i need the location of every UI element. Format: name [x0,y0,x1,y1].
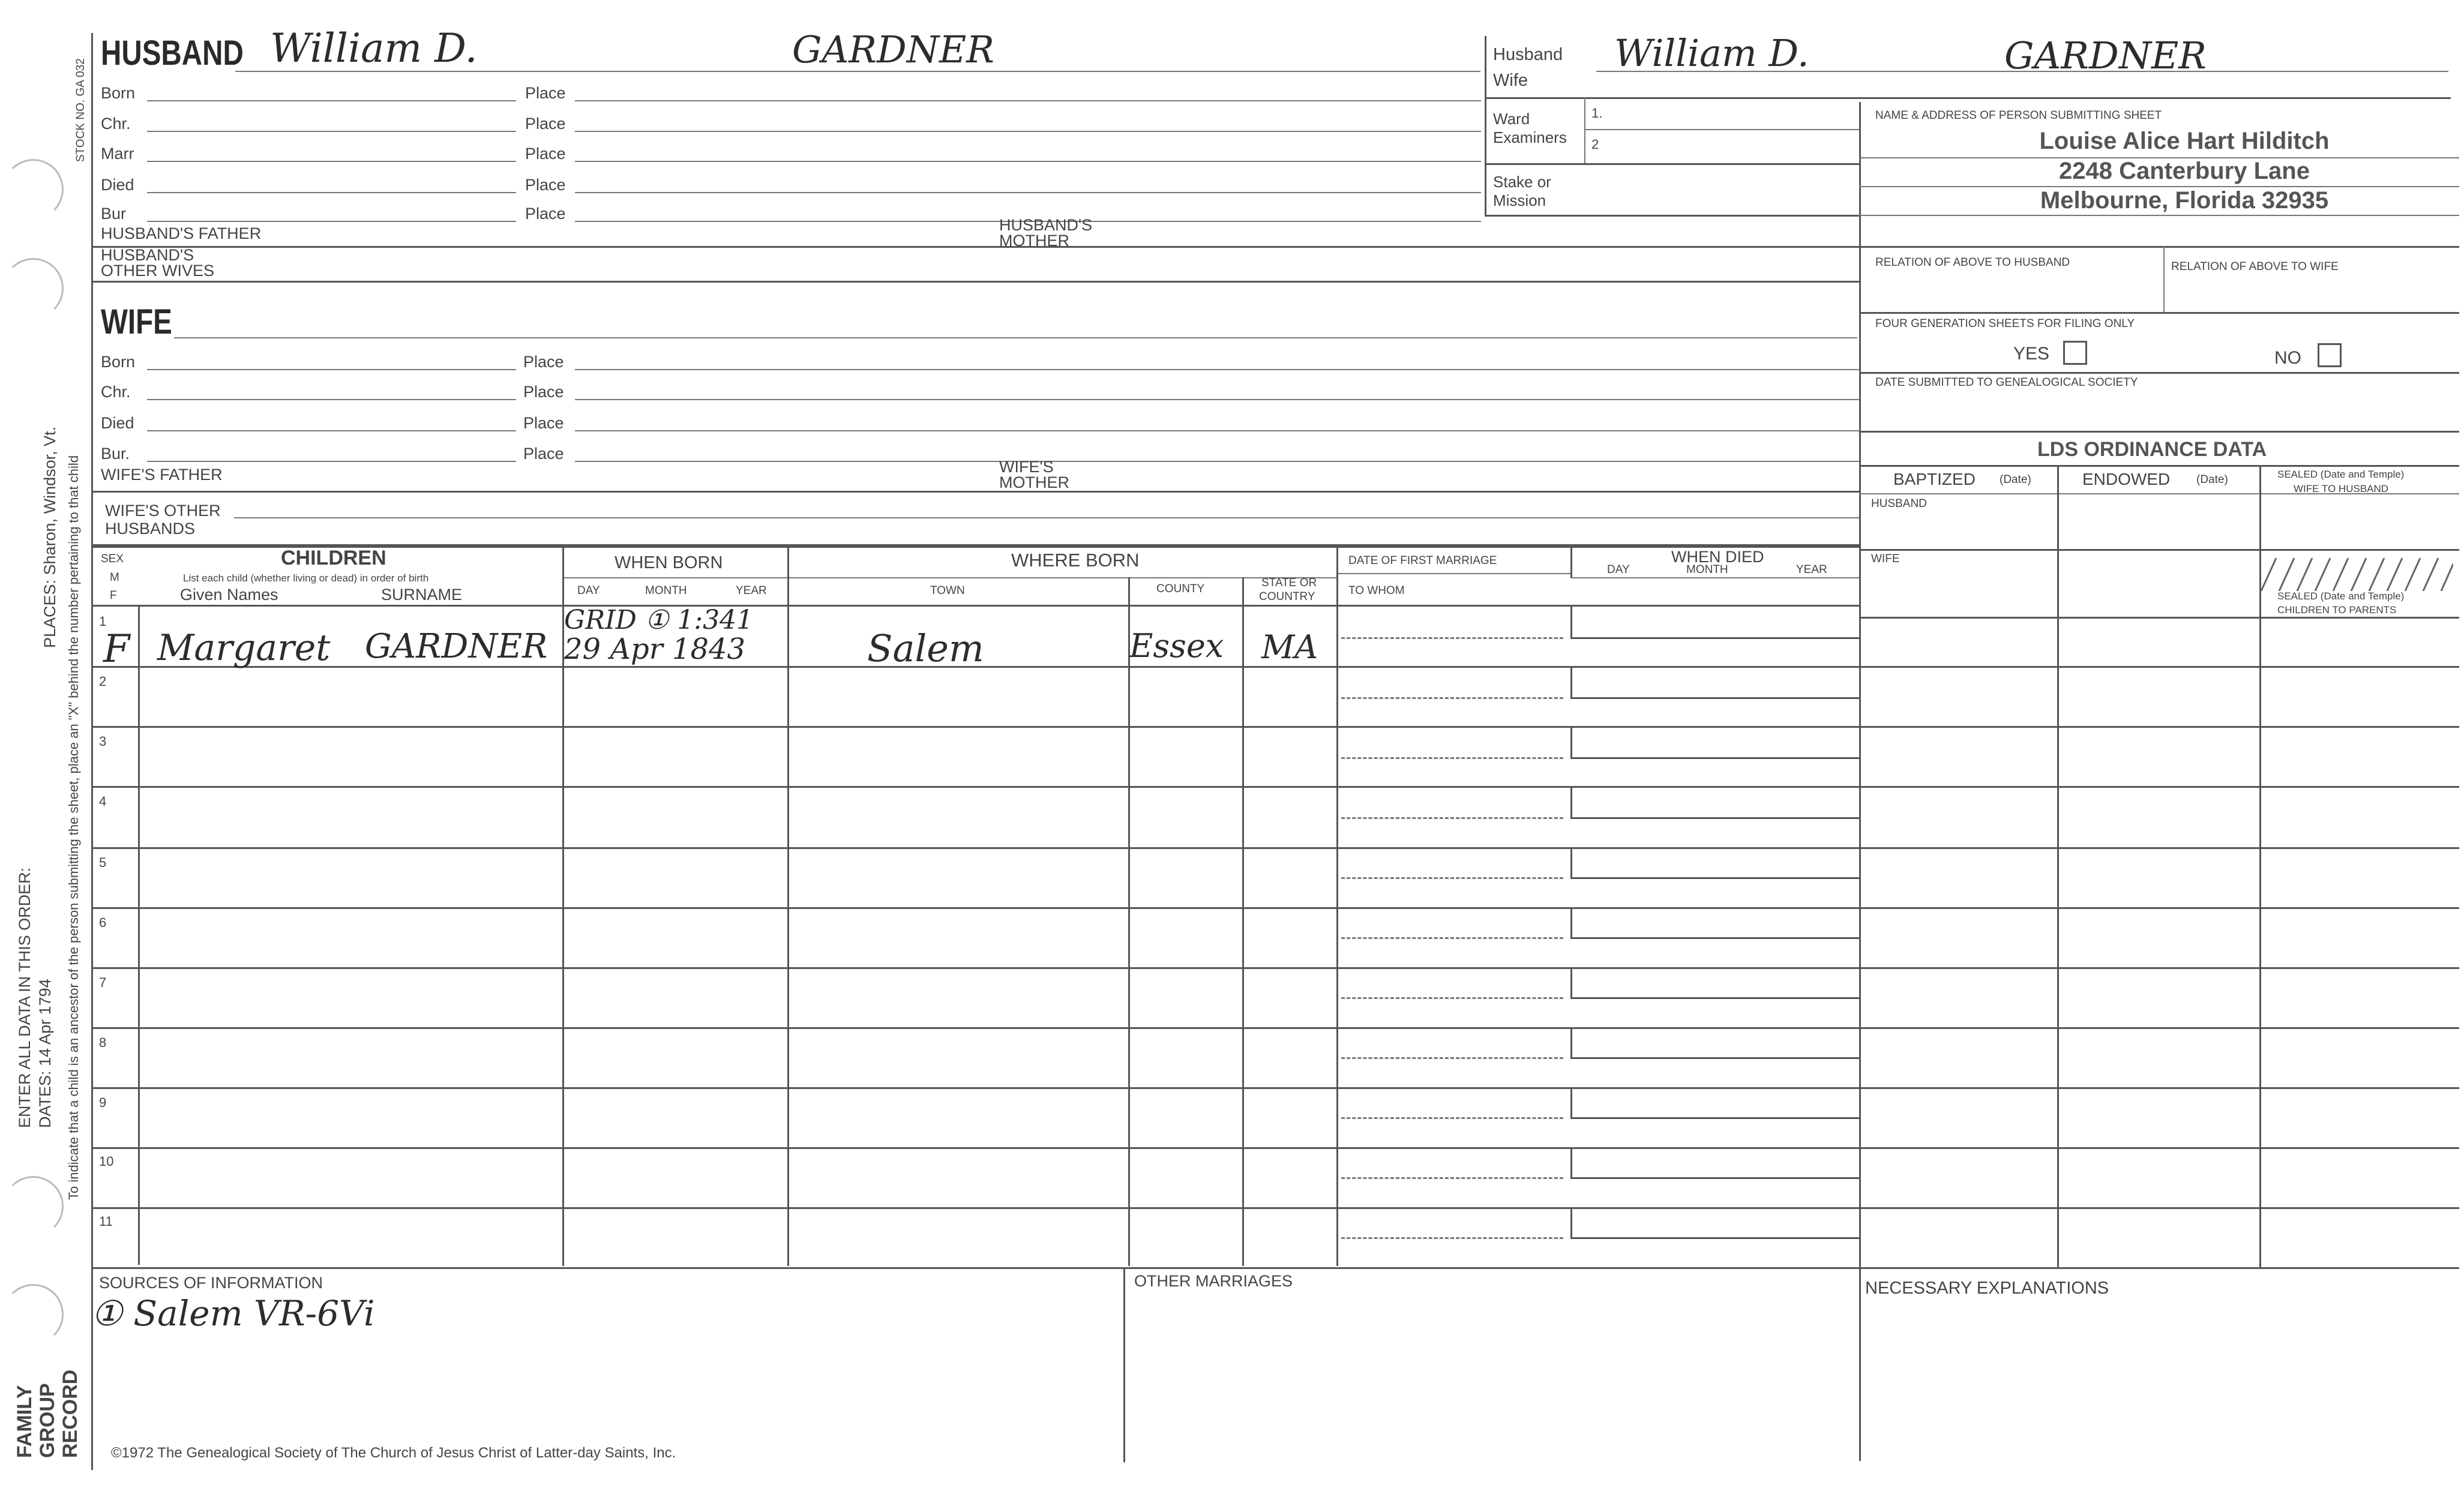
wife-bur-date-line [147,461,516,462]
wife-died-date-line [147,430,516,431]
stock-number: STOCK NO. GA 032 [74,58,87,162]
county-label: COUNTY [1156,583,1205,595]
ward-divider [1584,97,1585,163]
lds-hatch [2261,558,2453,591]
husband-mother-label-l2: MOTHER [999,232,1069,250]
relation-wife-label: RELATION OF ABOVE TO WIFE [2171,260,2339,273]
died-bracket [1570,1147,1572,1177]
born-day-label: DAY [577,584,600,597]
sex-label: SEX [101,553,124,565]
stake-label-l2: Mission [1493,191,1546,209]
child1-given: Margaret [157,627,331,669]
row-number: 2 [99,674,107,689]
stake-bottom [1485,215,1859,217]
row-line-5 [91,907,2459,909]
husband-died-date-line [147,192,516,193]
wife-name-line [174,337,1857,338]
died-bracket [1570,1027,1572,1057]
wife-mother-label-l1: WIFE'S [999,458,1054,476]
husband-died-place-label: Place [525,176,566,194]
children-header-bottom [91,605,1859,607]
wife-chr-place-line [575,399,1859,400]
marriage-dash [1341,817,1563,819]
wife-born-place-label: Place [523,353,564,371]
husband-marr-label: Marr [101,145,134,163]
four-gen-yes-checkbox[interactable] [2063,341,2087,365]
died-year-label: YEAR [1796,563,1827,576]
examiner-1: 1. [1591,106,1603,121]
lds-wife-label: WIFE [1871,553,1900,565]
submitter-bottom [1859,246,2459,248]
died-bracket-line [1570,757,1859,759]
relation-bottom [1859,312,2459,314]
lds-title: LDS ORDINANCE DATA [2037,438,2267,461]
died-bracket-line [1570,937,1859,939]
lds-wife-row-bottom [1859,617,2459,619]
places-example: PLACES: Sharon, Windsor, Vt. [41,426,59,648]
four-gen-no-label: NO [2274,348,2301,368]
date-submitted-bottom [1859,431,2459,433]
wife-died-label: Died [101,414,134,432]
sex-m-label: M [110,571,119,584]
row-line-10 [91,1207,2459,1209]
row-number: 7 [99,975,107,990]
husband-father-line [91,246,1859,248]
row-number: 10 [99,1154,114,1169]
wife-died-place-label: Place [523,414,564,432]
row-number: 9 [99,1095,107,1110]
child1-state: MA [1261,628,1318,666]
necessary-explanations-label: NECESSARY EXPLANATIONS [1865,1279,2109,1298]
ward-label-l2: Examiners [1493,128,1567,146]
died-bracket [1570,1207,1572,1237]
child1-county: Essex [1129,627,1224,665]
wife-husbands-line [234,517,1859,518]
row-number: 1 [99,614,107,629]
copyright-footer: ©1972 The Genealogical Society of The Church of Jesus Christ of Latter-day Saints, Inc. [111,1445,676,1461]
row-line-2 [91,726,2459,728]
col-state [1336,546,1338,1266]
died-bracket [1570,847,1572,877]
marriage-dash [1341,1177,1563,1179]
died-bracket [1570,907,1572,937]
died-bracket-line [1570,817,1859,819]
row-line-1 [91,666,2459,668]
wife-husbands-label-l1: WIFE'S OTHER [105,502,221,520]
when-died-heading: WHEN DIED [1671,548,1764,566]
col-when-born [787,546,789,1266]
row-line-8 [91,1087,2459,1089]
when-died-sub-line [1570,577,1859,578]
wife-mother-label-l2: MOTHER [999,473,1069,491]
died-bracket-line [1570,1117,1859,1119]
wife-chr-date-line [147,399,516,400]
wife-chr-label: Chr. [101,383,131,401]
husband-bur-place-label: Place [525,205,566,223]
where-born-heading: WHERE BORN [1011,550,1140,571]
lds-endowed-date: (Date) [2196,473,2228,486]
col-county [1242,577,1244,1266]
row-number: 4 [99,794,107,809]
tr-husband-surname: GARDNER [2004,34,2207,77]
surname-label: SURNAME [381,586,463,604]
marriage-dash [1341,937,1563,939]
died-bracket-line [1570,1177,1859,1179]
main-right-border [1859,102,1861,1461]
husband-born-place-label: Place [525,84,566,102]
family-group-record-label: FAMILY GROUP RECORD [13,1369,82,1458]
row-line-9 [91,1147,2459,1149]
col-when-died [1570,546,1572,577]
binder-hole-1 [3,159,64,220]
husband-mother-label-l1: HUSBAND'S [999,216,1093,234]
submitter-city: Melbourne, Florida 32935 [2040,187,2329,214]
submitter-line-3 [1859,215,2459,216]
row-line-4 [91,847,2459,849]
when-born-heading: WHEN BORN [614,553,723,572]
marriage-dash [1341,697,1563,699]
row-number: 8 [99,1035,107,1050]
husband-surname: GARDNER [792,28,994,71]
died-bracket-line [1570,637,1859,639]
row-number: 6 [99,915,107,930]
tr-wife-label: Wife [1493,71,1528,90]
tr-wife-line [1485,97,2451,99]
ward-bottom [1485,163,1859,165]
husband-born-label: Born [101,84,136,102]
four-gen-yes-label: YES [2013,344,2050,364]
row-line-7 [91,1027,2459,1029]
stake-label-l1: Stake or [1493,173,1551,191]
binder-hole-2 [3,258,64,319]
husband-chr-date-line [147,131,516,132]
husband-marr-place-label: Place [525,145,566,163]
husband-father-label: HUSBAND'S FATHER [101,224,262,242]
row-number: 11 [99,1214,113,1229]
wife-father-line [91,491,1859,493]
examiner-2: 2 [1591,137,1599,152]
relation-divider [2163,246,2165,312]
other-marriages-label: OTHER MARRIAGES [1134,1272,1293,1290]
to-whom-label: TO WHOM [1348,584,1405,597]
first-marriage-sub-line [1336,573,1570,574]
husband-died-place-line [575,192,1481,193]
died-bracket [1570,666,1572,697]
died-bracket-line [1570,877,1859,879]
four-gen-no-checkbox[interactable] [2318,343,2342,367]
lds-header-bottom [1859,493,2459,494]
sources-label: SOURCES OF INFORMATION [99,1274,323,1292]
bottom-col-1 [1123,1267,1125,1462]
wife-died-place-line [575,430,1859,431]
husband-wives-label-l2: OTHER WIVES [101,262,215,280]
born-month-label: MONTH [645,584,687,597]
child1-born-date: 29 Apr 1843 [564,632,746,666]
lds-sealed-wife-l2: WIFE TO HUSBAND [2294,483,2389,494]
husband-chr-place-label: Place [525,115,566,133]
husband-chr-label: Chr. [101,115,131,133]
died-bracket-line [1570,1057,1859,1059]
wife-father-label: WIFE'S FATHER [101,466,223,484]
husband-born-date-line [147,100,516,101]
husband-marr-date-line [147,161,516,162]
relation-husband-label: RELATION OF ABOVE TO HUSBAND [1875,256,2070,269]
wife-husbands-label-l2: HUSBANDS [105,520,196,538]
lds-sealed-wife-l1: SEALED (Date and Temple) [2277,469,2405,480]
submitter-line-1 [1859,157,2459,158]
enter-data-dates: DATES: 14 Apr 1794 [36,979,54,1128]
lds-husband-label: HUSBAND [1871,497,1927,510]
died-bracket-line [1570,697,1859,699]
submitter-street: 2248 Canterbury Lane [2059,158,2310,184]
row-line-6 [91,967,2459,969]
wife-born-place-line [575,369,1859,370]
husband-died-label: Died [101,176,134,194]
sex-f-label: F [110,589,117,602]
tr-husband-label: Husband [1493,45,1563,64]
died-bracket [1570,606,1572,637]
marriage-dash [1341,997,1563,999]
row-number: 3 [99,734,107,749]
binder-hole-4 [3,1284,64,1345]
first-marriage-label: DATE OF FIRST MARRIAGE [1348,554,1497,567]
submitter-line-2 [1859,186,2459,187]
children-heading: CHILDREN [281,547,386,569]
marriage-dash [1341,1057,1563,1059]
submitter-label: NAME & ADDRESS OF PERSON SUBMITTING SHEET [1875,109,2162,122]
sources-value: ① Salem VR-6Vi [91,1293,375,1334]
lds-baptized-date: (Date) [2000,473,2031,486]
date-submitted-label: DATE SUBMITTED TO GENEALOGICAL SOCIETY [1875,376,2138,389]
state-label-l1: STATE OR [1261,577,1317,589]
lds-husband-row-bottom [1859,549,2459,551]
husband-bur-date-line [147,221,516,222]
child1-sex: F [103,627,130,671]
wife-bur-place-label: Place [523,445,564,463]
marriage-dash [1341,1117,1563,1119]
when-born-sub-line [562,577,1336,578]
died-bracket [1570,786,1572,817]
child1-surname: GARDNER [365,627,548,666]
died-day-label: DAY [1607,563,1630,576]
col-town [1128,577,1130,1266]
husband-born-place-line [575,100,1481,101]
husband-bur-label: Bur [101,205,127,223]
row-number: 5 [99,855,107,870]
submitter-name: Louise Alice Hart Hilditch [2039,128,2330,154]
lds-baptized-label: BAPTIZED [1893,470,1976,488]
wife-born-label: Born [101,353,136,371]
state-label-l2: COUNTRY [1259,590,1315,603]
husband-chr-place-line [575,131,1481,132]
wife-bur-place-line [575,461,1859,462]
wife-chr-place-label: Place [523,383,564,401]
town-label: TOWN [930,584,965,597]
marriage-dash [1341,1237,1563,1239]
examiner-1-line [1584,129,1859,130]
husband-heading: HUSBAND [101,34,244,73]
given-names-label: Given Names [180,586,278,604]
enter-data-order-line1: ENTER ALL DATA IN THIS ORDER: [16,867,34,1128]
binder-hole-3 [3,1176,64,1237]
died-bracket-line [1570,1237,1859,1239]
col-sex [138,605,140,1265]
died-bracket-line [1570,997,1859,999]
ward-label-l1: Ward [1493,110,1530,128]
row-line-3 [91,786,2459,788]
husband-marr-place-line [575,161,1481,162]
husband-given-name: William D. [270,25,478,71]
ancestor-instruction: To indicate that a child is an ancestor of the person submitting the sheet, place an "X" behind the number pertaining to that child [66,455,81,1200]
wife-bur-label: Bur. [101,445,130,463]
wife-heading: WIFE [101,302,172,341]
died-bracket [1570,1087,1572,1117]
four-gen-label: FOUR GENERATION SHEETS FOR FILING ONLY [1875,317,2135,330]
tr-husband-name: William D. [1614,31,1809,75]
husband-wives-label-l1: HUSBAND'S [101,246,194,264]
marriage-dash [1341,637,1563,639]
left-border [91,33,93,1470]
lds-endowed-label: ENDOWED [2082,470,2171,488]
tr-husband-line [1596,71,2448,72]
lds-title-bottom [1859,465,2459,467]
top-right-divider [1485,36,1486,216]
child1-town: Salem [867,626,984,670]
died-bracket [1570,967,1572,997]
children-list-note: List each child (whether living or dead) in order of birth [183,572,429,584]
died-month-label: MONTH [1686,563,1728,576]
lds-sealed-children-l2: CHILDREN TO PARENTS [2277,604,2397,616]
marriage-dash [1341,877,1563,879]
child1-born-note: GRID ① 1:341 [564,605,754,635]
four-gen-bottom [1859,372,2459,374]
died-bracket [1570,726,1572,757]
husband-section-bottom [91,281,1859,283]
table-bottom-line [91,1267,2459,1269]
marriage-dash [1341,757,1563,759]
lds-sealed-children-l1: SEALED (Date and Temple) [2277,590,2405,602]
wife-born-date-line [147,369,516,370]
born-year-label: YEAR [736,584,767,597]
